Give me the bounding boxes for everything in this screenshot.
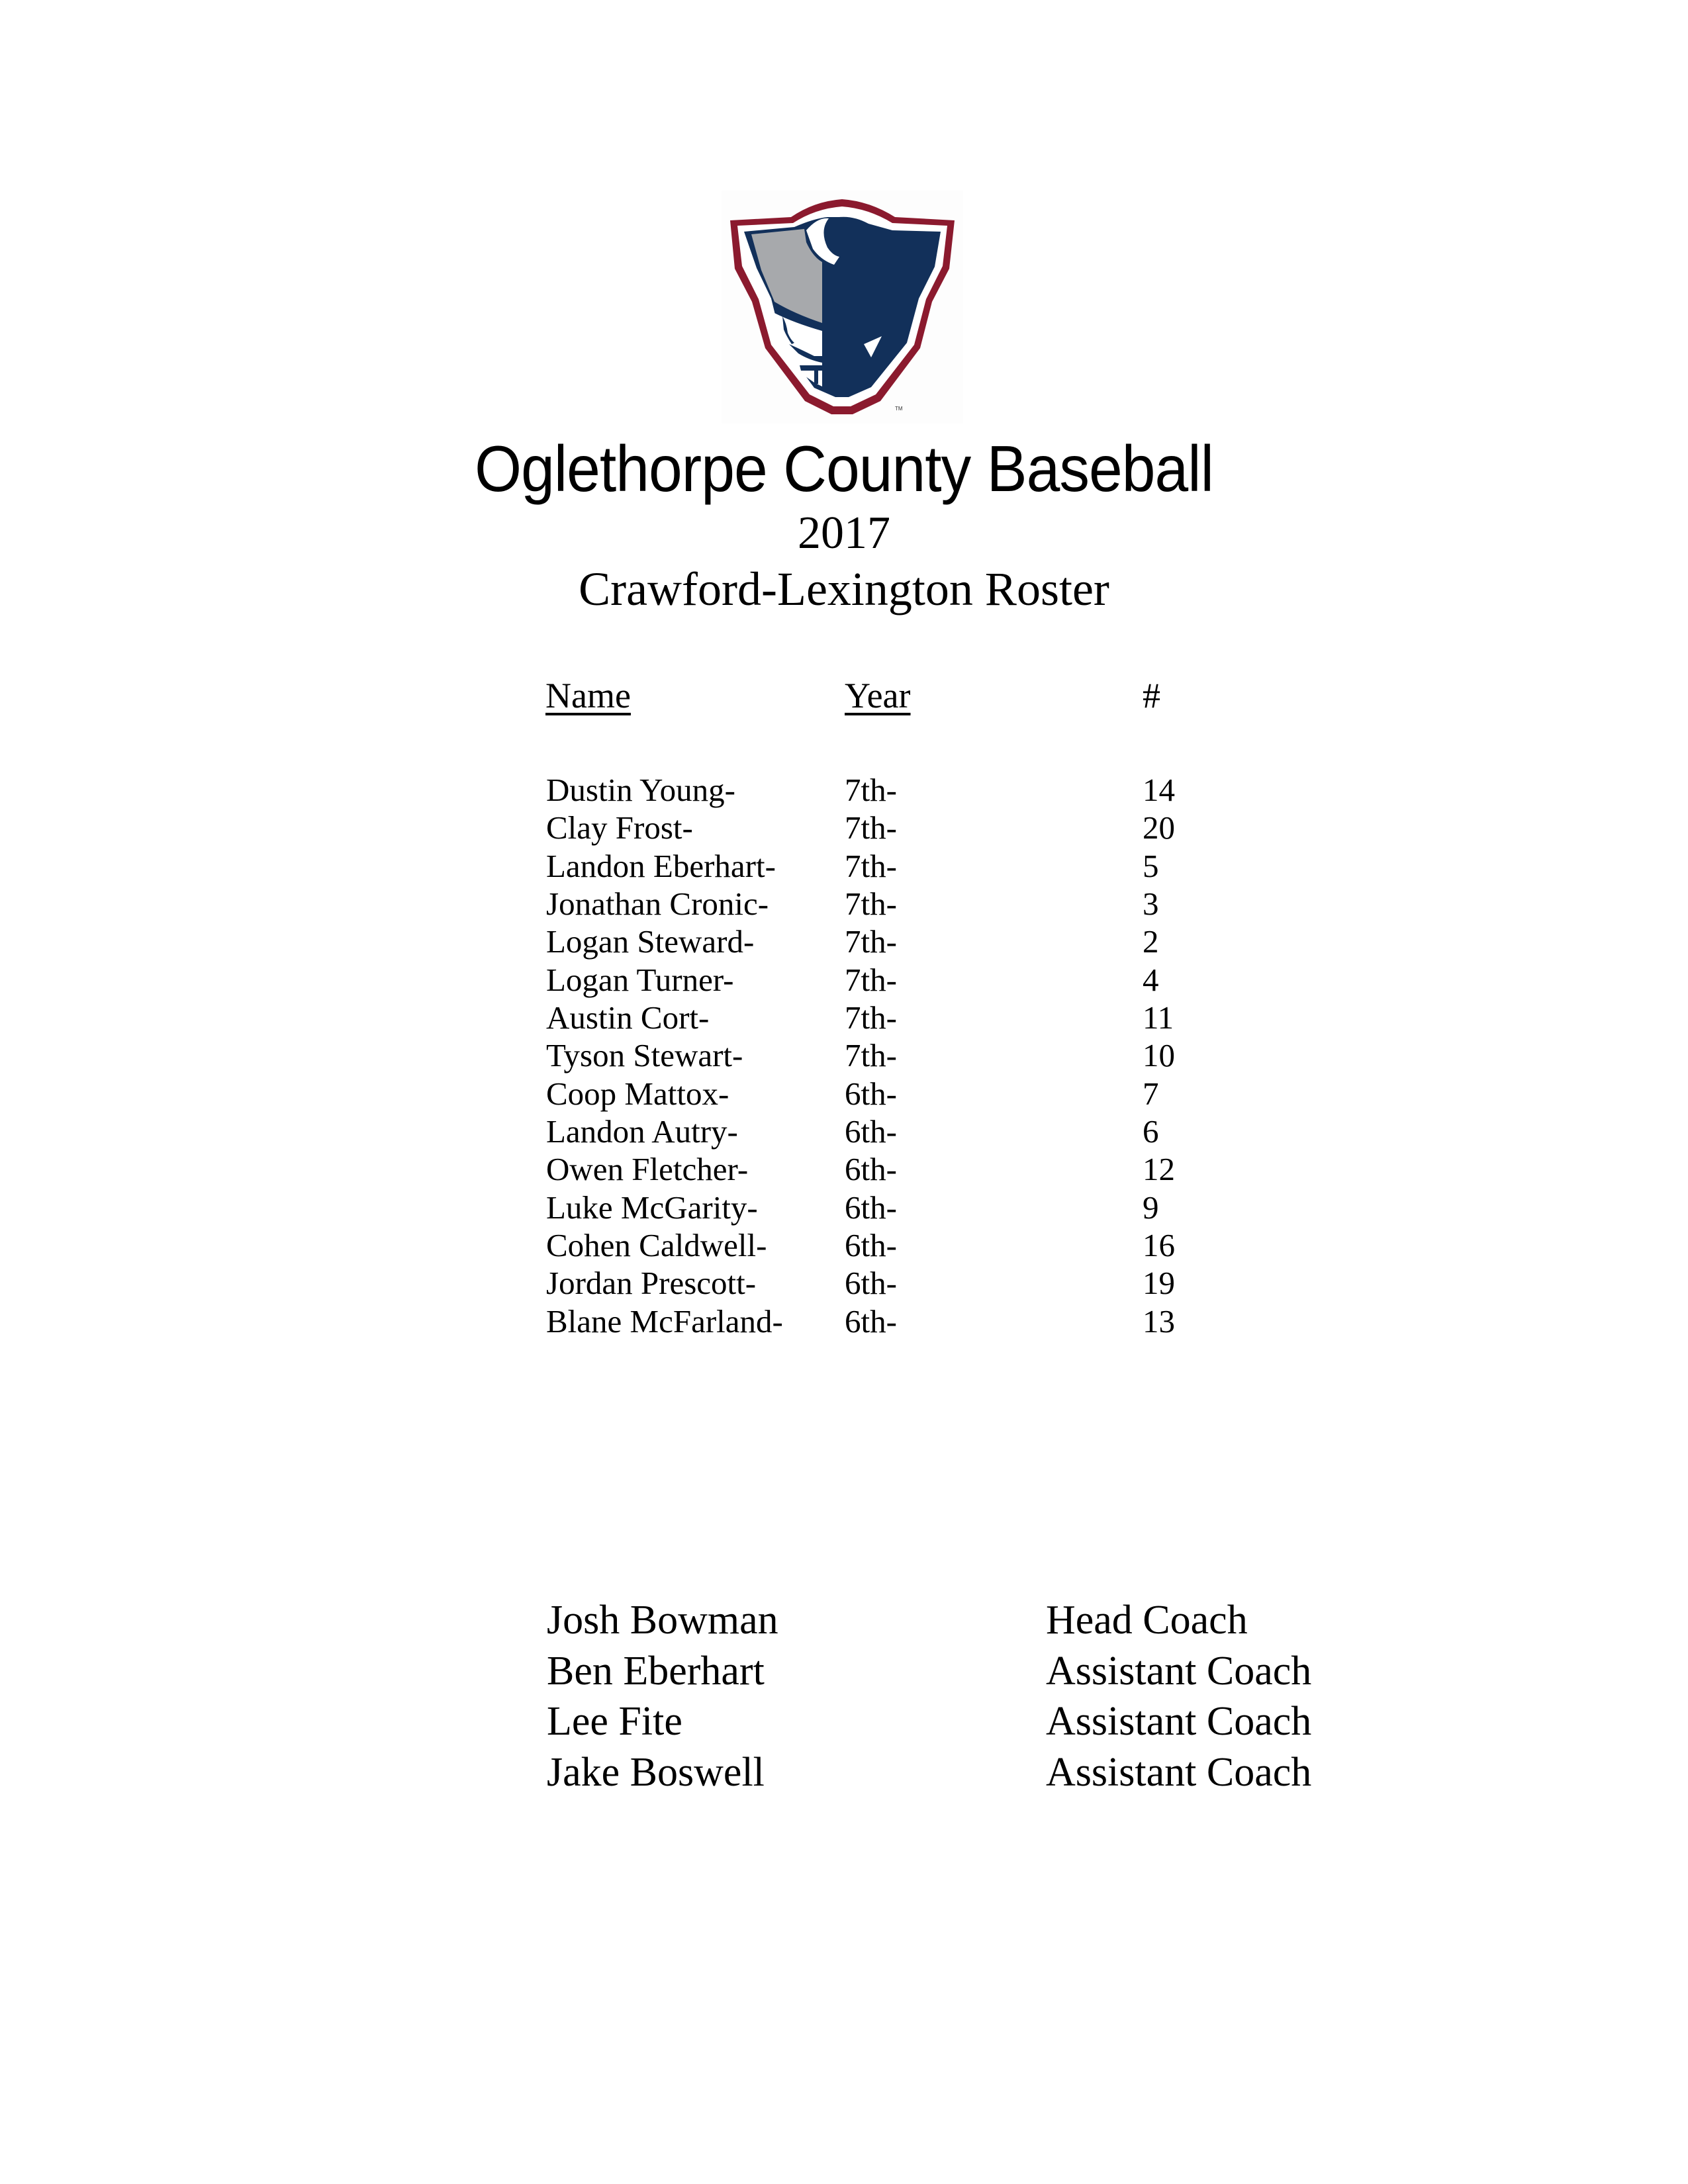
coach-role: Assistant Coach (1046, 1699, 1312, 1744)
player-number: 20 (1143, 809, 1175, 846)
player-year: 7th- (845, 962, 897, 998)
player-name: Austin Cort- (546, 999, 710, 1036)
column-header-year: Year (845, 676, 911, 715)
patriot-head-logo-icon (722, 191, 963, 424)
player-row (0, 1113, 1688, 1150)
coach-name: Jake Boswell (547, 1750, 765, 1795)
player-number: 5 (1143, 848, 1159, 884)
player-year: 6th- (845, 1227, 897, 1263)
player-name: Logan Steward- (546, 923, 755, 960)
player-row (0, 885, 1688, 923)
player-number: 2 (1143, 923, 1159, 960)
player-row (0, 1264, 1688, 1302)
player-name: Jordan Prescott- (546, 1265, 757, 1301)
player-number: 12 (1143, 1151, 1175, 1187)
player-year: 7th- (845, 999, 897, 1036)
player-name: Tyson Stewart- (546, 1037, 743, 1073)
player-year: 6th- (845, 1151, 897, 1187)
player-name: Jonathan Cronic- (546, 886, 769, 922)
player-name: Owen Fletcher- (546, 1151, 749, 1187)
player-number: 13 (1143, 1303, 1175, 1340)
player-year: 6th- (845, 1075, 897, 1112)
player-name: Dustin Young- (546, 772, 735, 808)
coach-role: Assistant Coach (1046, 1649, 1312, 1694)
player-number: 6 (1143, 1113, 1159, 1150)
player-row (0, 1226, 1688, 1264)
player-year: 6th- (845, 1189, 897, 1226)
coach-row (0, 1646, 1688, 1697)
player-name: Blane McFarland- (546, 1303, 783, 1340)
coach-role: Assistant Coach (1046, 1750, 1312, 1795)
player-number: 7 (1143, 1075, 1159, 1112)
column-header-number: # (1143, 676, 1160, 715)
player-name: Luke McGarity- (546, 1189, 758, 1226)
player-name: Landon Autry- (546, 1113, 738, 1150)
coach-name: Lee Fite (547, 1699, 682, 1744)
player-row (0, 1302, 1688, 1340)
coach-name: Josh Bowman (547, 1598, 778, 1643)
player-number: 4 (1143, 962, 1159, 998)
coach-name: Ben Eberhart (547, 1649, 765, 1694)
player-number: 19 (1143, 1265, 1175, 1301)
player-year: 6th- (845, 1265, 897, 1301)
player-year: 6th- (845, 1113, 897, 1150)
coach-row (0, 1747, 1688, 1798)
player-year: 7th- (845, 886, 897, 922)
player-number: 10 (1143, 1037, 1175, 1073)
player-row (0, 1036, 1688, 1074)
season-year: 2017 (798, 508, 890, 559)
roster-subtitle: Crawford-Lexington Roster (579, 563, 1109, 615)
column-header-name: Name (545, 676, 631, 715)
player-row (0, 923, 1688, 960)
coach-row (0, 1696, 1688, 1747)
player-year: 7th- (845, 809, 897, 846)
player-name: Landon Eberhart- (546, 848, 776, 884)
player-name: Cohen Caldwell- (546, 1227, 767, 1263)
player-name: Logan Turner- (546, 962, 734, 998)
trademark-mark: TM (895, 406, 903, 412)
player-number: 11 (1143, 999, 1174, 1036)
player-row (0, 1189, 1688, 1226)
player-year: 7th- (845, 923, 897, 960)
player-year: 7th- (845, 772, 897, 808)
player-number: 9 (1143, 1189, 1159, 1226)
player-number: 3 (1143, 886, 1159, 922)
coach-row (0, 1595, 1688, 1646)
page-title: Oglethorpe County Baseball (475, 432, 1213, 505)
coach-role: Head Coach (1046, 1598, 1248, 1643)
player-number: 14 (1143, 772, 1175, 808)
player-name: Coop Mattox- (546, 1075, 729, 1112)
player-row (0, 1075, 1688, 1113)
player-row (0, 1150, 1688, 1188)
player-row (0, 999, 1688, 1036)
player-row (0, 809, 1688, 846)
player-row (0, 771, 1688, 809)
player-year: 6th- (845, 1303, 897, 1340)
player-year: 7th- (845, 848, 897, 884)
player-row (0, 847, 1688, 885)
player-year: 7th- (845, 1037, 897, 1073)
player-number: 16 (1143, 1227, 1175, 1263)
team-logo (722, 191, 963, 424)
player-row (0, 961, 1688, 999)
player-name: Clay Frost- (546, 809, 693, 846)
